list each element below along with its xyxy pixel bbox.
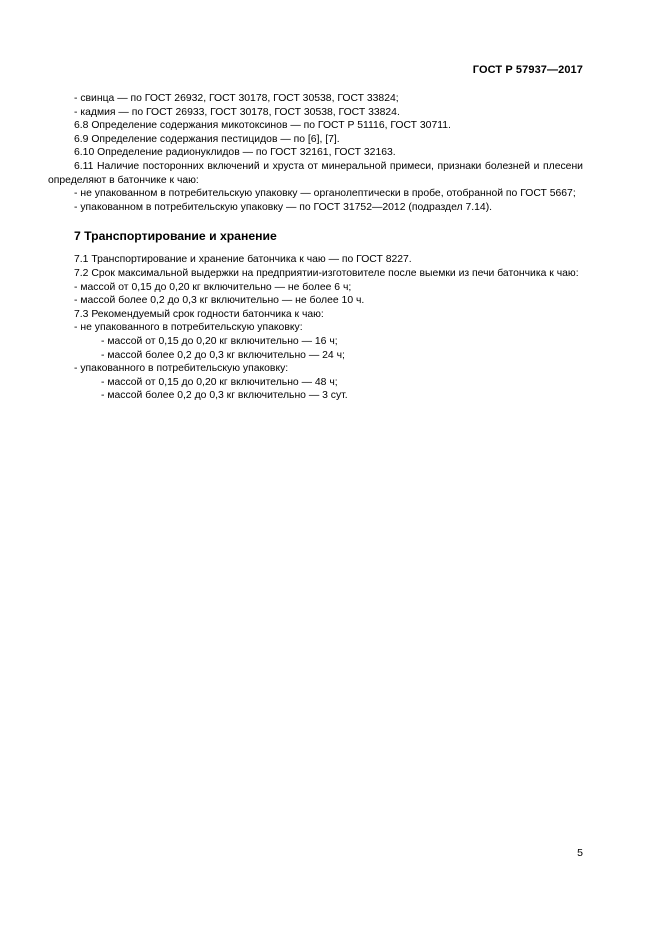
paragraph-6-11-unpacked: - не упакованном в потребительскую упаковку — органолептически в пробе, отобранной по ГОСТ 5667; xyxy=(74,188,576,200)
paragraph-cadmium-item: - кадмия — по ГОСТ 26933, ГОСТ 30178, ГОСТ 30538, ГОСТ 33824. xyxy=(74,106,400,118)
paragraph-6-11-packed: - упакованном в потребительскую упаковку — по ГОСТ 31752—2012 (подраздел 7.14). xyxy=(74,201,493,213)
paragraph-6-11: 6.11 Наличие посторонних включений и хруста от минеральной примеси, признаки болезней и плесени определяют в батончике к чаю: xyxy=(48,160,583,186)
unpacked-label: - не упакованного в потребительскую упаковку: xyxy=(74,322,303,334)
paragraph-7-1: 7.1 Транспортирование и хранение батончика к чаю — по ГОСТ 8227. xyxy=(74,254,412,266)
list-item: - массой от 0,15 до 0,20 кг включительно — 48 ч; xyxy=(101,376,338,388)
paragraph-lead-item: - свинца — по ГОСТ 26932, ГОСТ 30178, ГОСТ 30538, ГОСТ 33824; xyxy=(74,93,399,104)
paragraph-7-3: 7.3 Рекомендуемый срок годности батончика к чаю: xyxy=(74,308,324,320)
paragraph-6-8: 6.8 Определение содержания микотоксинов — по ГОСТ Р 51116, ГОСТ 30711. xyxy=(74,120,451,132)
list-item: - массой более 0,2 до 0,3 кг включительно — 24 ч; xyxy=(101,349,345,361)
list-item: - массой более 0,2 до 0,3 кг включительно — 3 сут. xyxy=(101,390,348,402)
packed-label: - упакованного в потребительскую упаковку: xyxy=(74,363,289,375)
document-code: ГОСТ Р 57937—2017 xyxy=(472,64,583,76)
paragraph-6-9: 6.9 Определение содержания пестицидов — по [6], [7]. xyxy=(74,133,340,145)
page-number: 5 xyxy=(577,847,583,859)
list-item: - массой от 0,15 до 0,20 кг включительно — 16 ч; xyxy=(101,335,338,347)
list-item: - массой от 0,15 до 0,20 кг включительно — не более 6 ч; xyxy=(74,281,352,293)
paragraph-7-2: 7.2 Срок максимальной выдержки на предприятии-изготовителе после выемки из печи батончика к чаю: xyxy=(74,267,579,279)
list-item: - массой более 0,2 до 0,3 кг включительно — не более 10 ч. xyxy=(74,295,365,307)
paragraph-6-10: 6.10 Определение радионуклидов — по ГОСТ 32161, ГОСТ 32163. xyxy=(74,147,396,159)
document-body xyxy=(48,92,583,403)
section-7-title: 7 Транспортирование и хранение xyxy=(74,229,277,244)
